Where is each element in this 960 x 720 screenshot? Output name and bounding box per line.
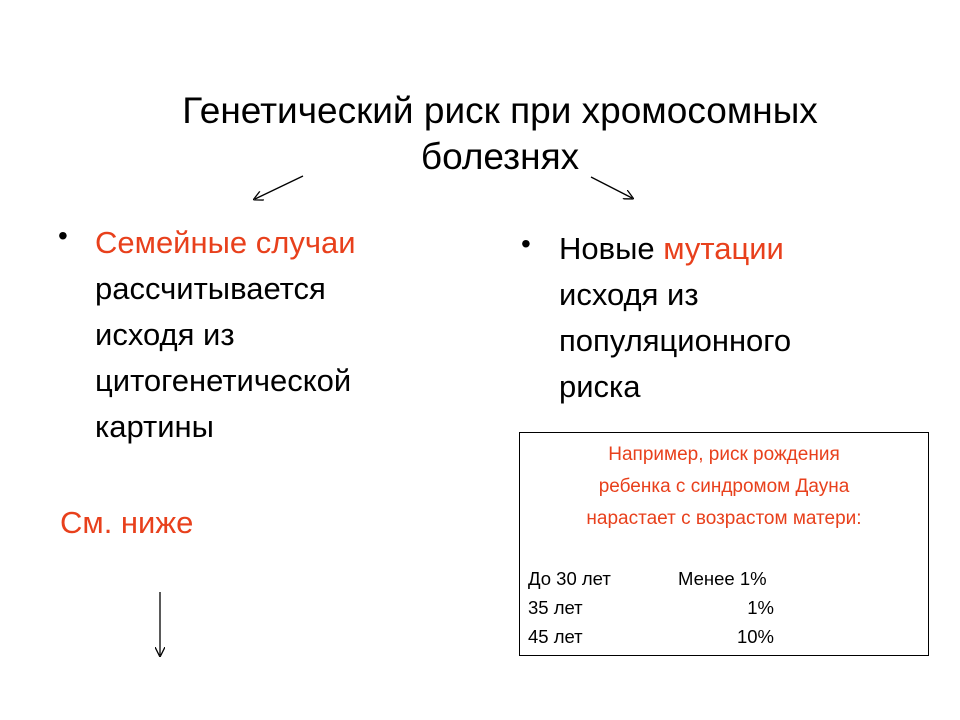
example-intro-line-3: нарастает с возрастом матери:: [586, 508, 862, 529]
example-intro: [520, 439, 928, 535]
left-line-1: Семейные случаи: [95, 225, 356, 260]
left-line-3: исходя из: [95, 317, 235, 352]
example-intro-line-2: ребенка с синдромом Дауна: [598, 476, 850, 497]
risk-table: [528, 564, 908, 651]
arrow-right: [591, 177, 632, 198]
see-below-text: См. ниже: [60, 505, 194, 540]
risk-row-age: До 30 лет: [528, 568, 611, 589]
risk-row: [528, 593, 908, 622]
right-bullet-dot: •: [521, 228, 531, 259]
risk-row: [528, 622, 908, 651]
risk-row-value: 10%: [736, 626, 774, 647]
right-line-4: риска: [559, 369, 641, 404]
risk-row-age: 45 лет: [528, 626, 583, 647]
right-line-1-highlight: мутации: [663, 231, 784, 266]
risk-row-age: 35 лет: [528, 597, 583, 618]
risk-row-value: Менее 1%: [678, 568, 767, 589]
left-line-4: цитогенетической: [95, 363, 352, 398]
right-line-2: исходя из: [559, 277, 699, 312]
right-line-3: популяционного: [559, 323, 792, 358]
right-line-1-prefix: Новые: [559, 231, 664, 266]
arrow-left: [255, 176, 303, 199]
example-box: [519, 432, 929, 656]
right-line-1: [559, 226, 879, 272]
title-line-1: Генетический риск при хромосомных: [182, 90, 818, 131]
left-bullet: [95, 220, 425, 450]
risk-row-value: 1%: [747, 597, 774, 618]
right-bullet: [559, 226, 879, 410]
example-intro-line-1: Например, риск рождения: [608, 444, 840, 465]
left-bullet-dot: •: [58, 220, 68, 251]
left-line-2: рассчитывается: [95, 271, 326, 306]
title-line-2: болезнях: [420, 136, 580, 177]
risk-row: [528, 564, 908, 593]
left-line-5: картины: [95, 409, 214, 444]
